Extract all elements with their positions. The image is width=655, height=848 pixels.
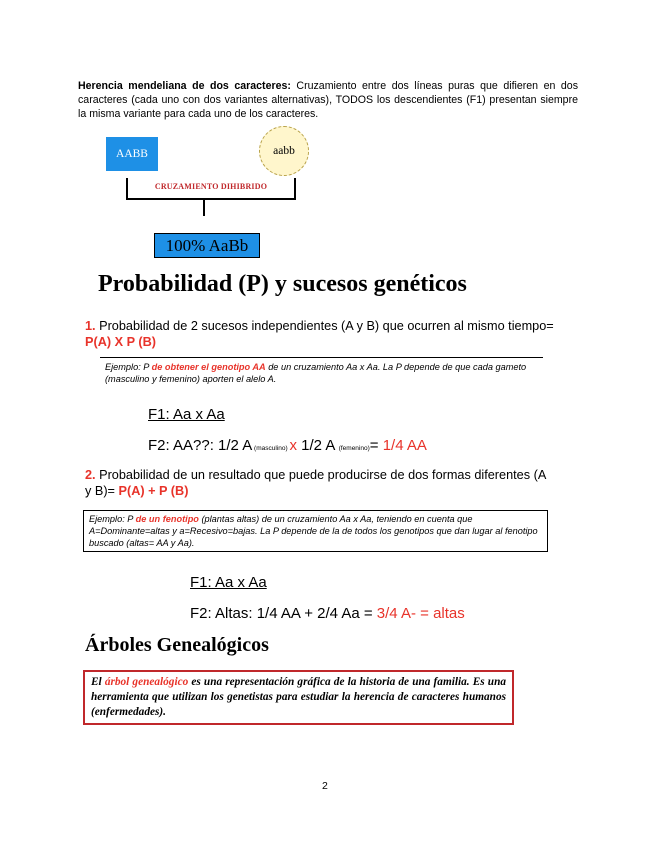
trees-box-rest: es una representación gráfica de la historia de una familia. Es una herramienta que utilizan los genetistas para estudiar la herencia de caracteres humanos (enfermedades). bbox=[91, 676, 507, 718]
f2-first-eq: = bbox=[369, 437, 383, 454]
rule-1-number: 1. bbox=[85, 319, 96, 333]
example-2-highlight: de un fenotipo bbox=[135, 514, 199, 524]
intro-heading: Herencia mendeliana de dos caracteres: bbox=[78, 80, 291, 92]
example-2-box bbox=[83, 510, 548, 552]
f1-second-text: F1: Aa x Aa bbox=[190, 574, 267, 591]
rule-1-text: Probabilidad de 2 sucesos independientes (A y B) que ocurren al mismo tiempo= bbox=[95, 319, 554, 333]
page-number: 2 bbox=[322, 780, 328, 792]
result-box: 100% AaBb bbox=[154, 233, 260, 258]
f2-first-lead: F2: AA??: 1/2 A bbox=[148, 437, 253, 454]
f2-line-first bbox=[148, 437, 427, 454]
f2-first-x: x bbox=[289, 437, 297, 454]
rule-2 bbox=[85, 467, 555, 499]
intro-text: Cruzamiento entre dos líneas puras que difieren en dos caracteres (cada uno con dos variantes alternativas), TODOS los descendientes (F1) presentan siempre la misma variante para cada uno de los caracteres. bbox=[78, 80, 578, 120]
f2-second-lead: F2: Altas: 1/4 AA + 2/4 Aa = bbox=[190, 605, 377, 622]
f2-first-sub-male: (masculino) bbox=[252, 445, 290, 452]
trees-box-lead: El bbox=[91, 676, 105, 688]
example-1-rest: de un cruzamiento Aa x Aa. La P depende de que cada gameto (masculino y femenino) aporten el alelo A. bbox=[105, 362, 527, 384]
f1-line-first bbox=[148, 406, 225, 423]
example-2-rest: (plantas altas) de un cruzamiento Aa x Aa, teniendo en cuenta que A=Dominante=altas y a=Recesivo=bajas. La P depende de la de todos los genotipos que dan lugar al fenotipo buscado (altas= AA y Aa). bbox=[89, 514, 538, 548]
example-1-lead: Ejemplo: P bbox=[105, 362, 152, 372]
f1-line-second bbox=[190, 574, 267, 591]
example-1-highlight: de obtener el genotipo AA bbox=[151, 362, 266, 372]
f2-second-result: 3/4 A- = altas bbox=[376, 605, 465, 622]
section-title-trees: Árboles Genealógicos bbox=[85, 634, 269, 656]
rule-1-formula: P(A) X P (B) bbox=[85, 335, 156, 349]
trees-box-highlight: árbol genealógico bbox=[104, 676, 189, 688]
example-1 bbox=[105, 361, 545, 385]
rule-2-formula-a: P(A) bbox=[118, 484, 145, 498]
trees-definition-box bbox=[83, 670, 514, 725]
intro-paragraph bbox=[78, 79, 578, 121]
example-1-divider bbox=[100, 357, 543, 358]
rule-2-text: Probabilidad de un resultado que puede producirse de dos formas diferentes (A y B)= bbox=[85, 468, 546, 498]
rule-1 bbox=[85, 318, 565, 350]
example-2-lead: Ejemplo: P bbox=[89, 514, 136, 524]
f2-line-second bbox=[190, 605, 465, 622]
rule-2-number: 2. bbox=[85, 468, 96, 482]
f1-first-text: F1: Aa x Aa bbox=[148, 406, 225, 423]
parent-recessive-circle: aabb bbox=[259, 126, 309, 176]
cross-label: CRUZAMIENTO DIHIBRIDO bbox=[154, 182, 268, 191]
parent-dominant-box: AABB bbox=[106, 137, 158, 171]
rule-2-plus: + bbox=[144, 484, 160, 498]
f2-first-mid: 1/2 A bbox=[296, 437, 339, 454]
f2-first-sub-female: (femenino) bbox=[338, 445, 370, 452]
section-title-probability: Probabilidad (P) y sucesos genéticos bbox=[98, 271, 467, 297]
rule-2-formula-b: P (B) bbox=[159, 484, 189, 498]
cross-stem-line bbox=[203, 200, 205, 216]
f2-first-result: 1/4 AA bbox=[382, 437, 427, 454]
